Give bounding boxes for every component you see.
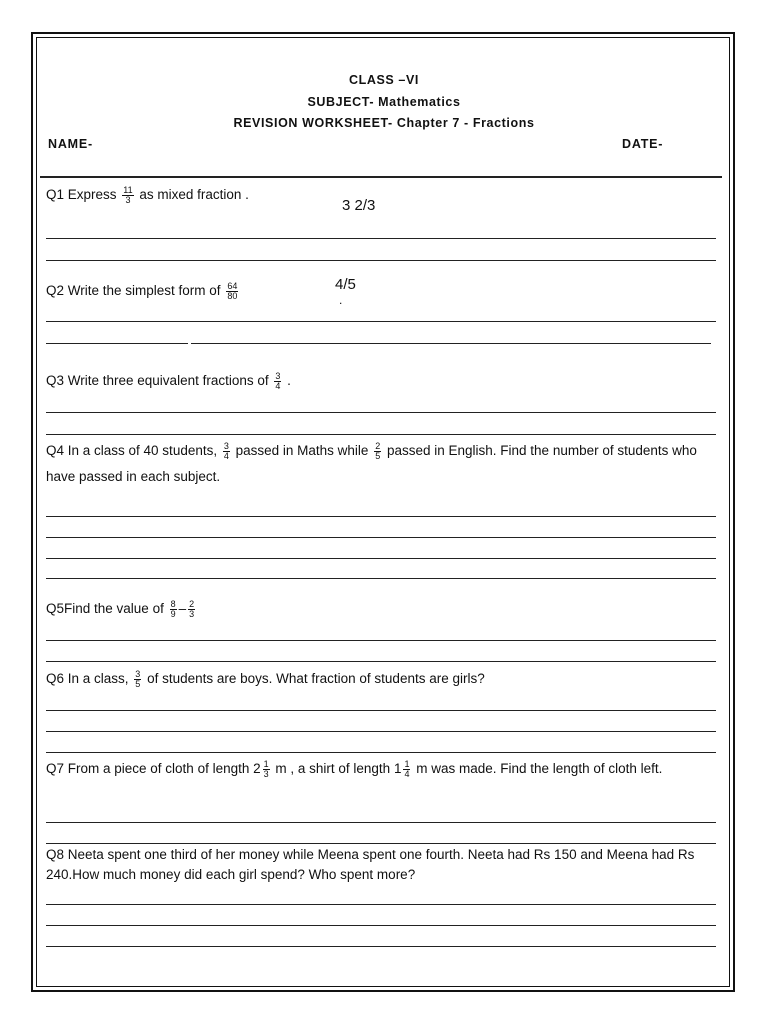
answer-line (46, 946, 716, 947)
answer-line (46, 558, 716, 559)
fraction: $\frac{11}{3}$ (123, 184, 133, 205)
answer-line (46, 516, 716, 517)
fraction: $\frac{3}{5}$ (135, 668, 141, 689)
answer-line (46, 434, 716, 435)
question-2: Q2 Write the simplest form of $\frac{64}{80}$ (46, 280, 238, 301)
worksheet-title: REVISION WORKSHEET- Chapter 7 - Fractions (233, 116, 535, 130)
answer-line (191, 343, 711, 344)
fraction: $\frac{1}{4}$ (404, 758, 410, 779)
question-5: Q5Find the value of $\frac{8}{9}$ – $\frac{2}{3}$ (46, 598, 195, 619)
answer-line (46, 661, 716, 662)
question-4: Q4 In a class of 40 students, $\frac{3}{4}$ passed in Maths while $\frac{2}{5}$ passed in English. Find the number of students who have passed in each subject. (46, 440, 697, 484)
fraction: $\frac{8}{9}$ (170, 598, 176, 619)
fraction: $\frac{3}{4}$ (275, 370, 281, 391)
date-label: DATE- (622, 137, 664, 151)
answer-line (46, 343, 188, 344)
fraction: $\frac{2}{3}$ (189, 598, 195, 619)
answer-line (46, 752, 716, 753)
answer-line (46, 822, 716, 823)
answer-line (46, 843, 716, 844)
answer-line (46, 321, 716, 322)
fraction: $\frac{64}{80}$ (227, 280, 238, 301)
answer-line (46, 710, 716, 711)
answer-line (46, 260, 716, 261)
answer-line (46, 731, 716, 732)
answer-line (46, 904, 716, 905)
question-3: Q3 Write three equivalent fractions of $\frac{3}{4}$ . (46, 370, 291, 391)
fraction: $\frac{3}{4}$ (223, 440, 229, 461)
name-label: NAME- (48, 137, 93, 151)
header-rule (40, 176, 722, 178)
fraction: $\frac{1}{3}$ (263, 758, 269, 779)
question-1: Q1 Express $\frac{11}{3}$ as mixed fraction . (46, 184, 249, 205)
answer-line (46, 412, 716, 413)
question-6: Q6 In a class, $\frac{3}{5}$ of students are boys. What fraction of students are girls? (46, 668, 485, 689)
answer-line (46, 925, 716, 926)
answer-2: 4/5 (335, 276, 356, 293)
answer-2-mark: . (339, 293, 343, 307)
answer-line (46, 537, 716, 538)
question-7: Q7 From a piece of cloth of length 2 $\frac{1}{3}$ m , a shirt of length 1 $\frac{1}{4}$ m was made. Find the length of cloth left. (46, 758, 663, 779)
class-heading: CLASS –VI (349, 73, 419, 87)
answer-line (46, 578, 716, 579)
answer-line (46, 640, 716, 641)
answer-line (46, 238, 716, 239)
answer-1: 3 2/3 (342, 197, 376, 214)
question-8: Q8 Neeta spent one third of her money while Meena spent one fourth. Neeta had Rs 150 and Meena had Rs 240.How much money did each girl spend? Who spent more? (46, 847, 695, 882)
subject-heading: SUBJECT- Mathematics (307, 95, 461, 109)
fraction: $\frac{2}{5}$ (375, 440, 381, 461)
